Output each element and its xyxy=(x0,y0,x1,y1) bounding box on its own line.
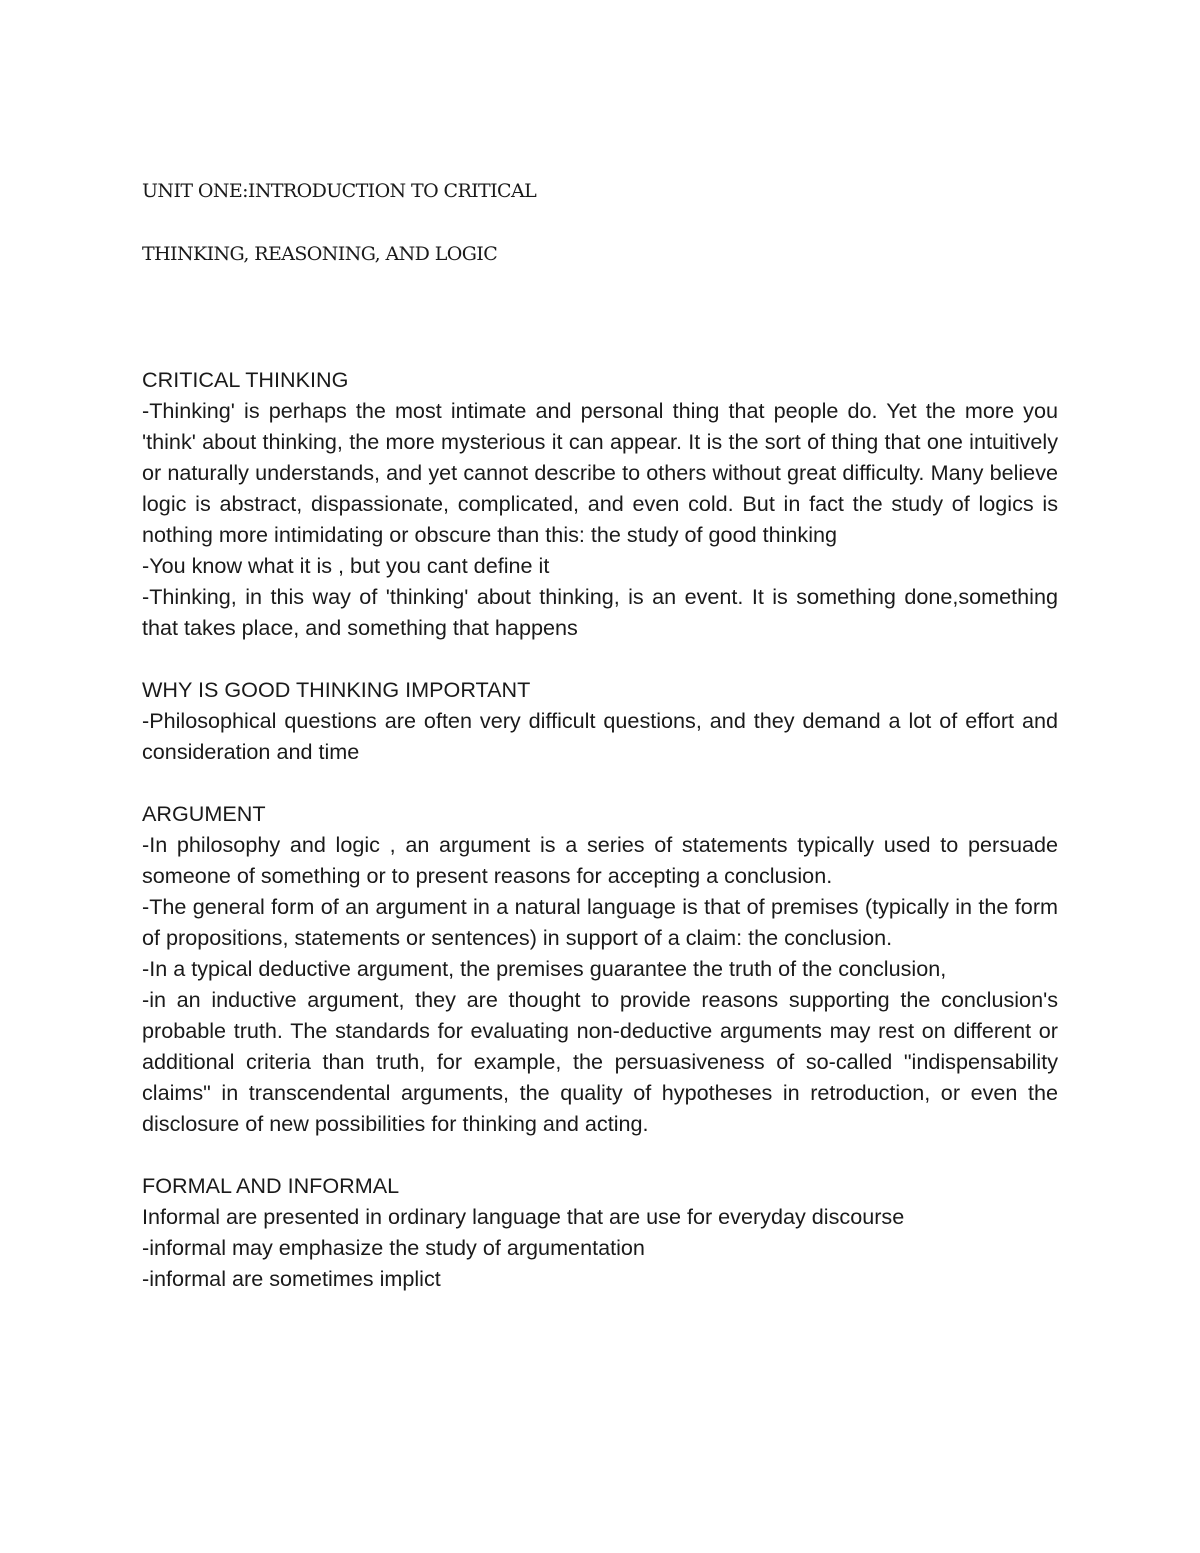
spacer xyxy=(142,643,1058,674)
section-heading: CRITICAL THINKING xyxy=(142,367,349,392)
section-heading: ARGUMENT xyxy=(142,801,266,826)
paragraph: -In philosophy and logic , an argument is a series of statements typically used to persuade someone of something or to present reasons for accepting a conclusion. xyxy=(142,832,1058,888)
section-heading: WHY IS GOOD THINKING IMPORTANT xyxy=(142,677,531,702)
document-title-line-1: UNIT ONE:INTRODUCTION TO CRITICAL xyxy=(142,180,537,202)
paragraph: -In a typical deductive argument, the premises guarantee the truth of the conclusion, xyxy=(142,956,947,981)
paragraph: -informal are sometimes implict xyxy=(142,1266,441,1291)
section-why-good-thinking xyxy=(142,674,1058,767)
paragraph: -in an inductive argument, they are thought to provide reasons supporting the conclusion's probable truth. The standards for evaluating non-deductive arguments may rest on different or additional criteria than truth, for example, the persuasiveness of so-called "indispensability claims" in transcendental arguments, the quality of hypotheses in retroduction, or even the disclosure of new possibilities for thinking and acting. xyxy=(142,987,1058,1136)
spacer xyxy=(142,767,1058,798)
paragraph: -Thinking, in this way of 'thinking' about thinking, is an event. It is something done,something that takes place, and something that happens xyxy=(142,584,1058,640)
spacer xyxy=(142,1139,1058,1170)
paragraph: -Thinking' is perhaps the most intimate and personal thing that people do. Yet the more you 'think' about thinking, the more mysterious it can appear. It is the sort of thing that one intuitively or naturally understands, and yet cannot describe to others without great difficulty. Many believe logic is abstract, dispassionate, complicated, and even cold. But in fact the study of logics is nothing more intimidating or obscure than this: the study of good thinking xyxy=(142,398,1058,547)
section-formal-informal xyxy=(142,1170,1058,1294)
paragraph: -The general form of an argument in a natural language is that of premises (typically in the form of propositions, statements or sentences) in support of a claim: the conclusion. xyxy=(142,894,1058,950)
section-critical-thinking xyxy=(142,364,1058,643)
section-heading: FORMAL AND INFORMAL xyxy=(142,1173,400,1198)
section-argument xyxy=(142,798,1058,1139)
paragraph: Informal are presented in ordinary language that are use for everyday discourse xyxy=(142,1204,905,1229)
paragraph: -informal may emphasize the study of argumentation xyxy=(142,1235,645,1260)
document-title-line-2: THINKING, REASONING, AND LOGIC xyxy=(142,243,498,265)
paragraph: -You know what it is , but you cant define it xyxy=(142,553,550,578)
document-body xyxy=(142,364,1058,1294)
paragraph: -Philosophical questions are often very difficult questions, and they demand a lot of effort and consideration and time xyxy=(142,708,1058,764)
